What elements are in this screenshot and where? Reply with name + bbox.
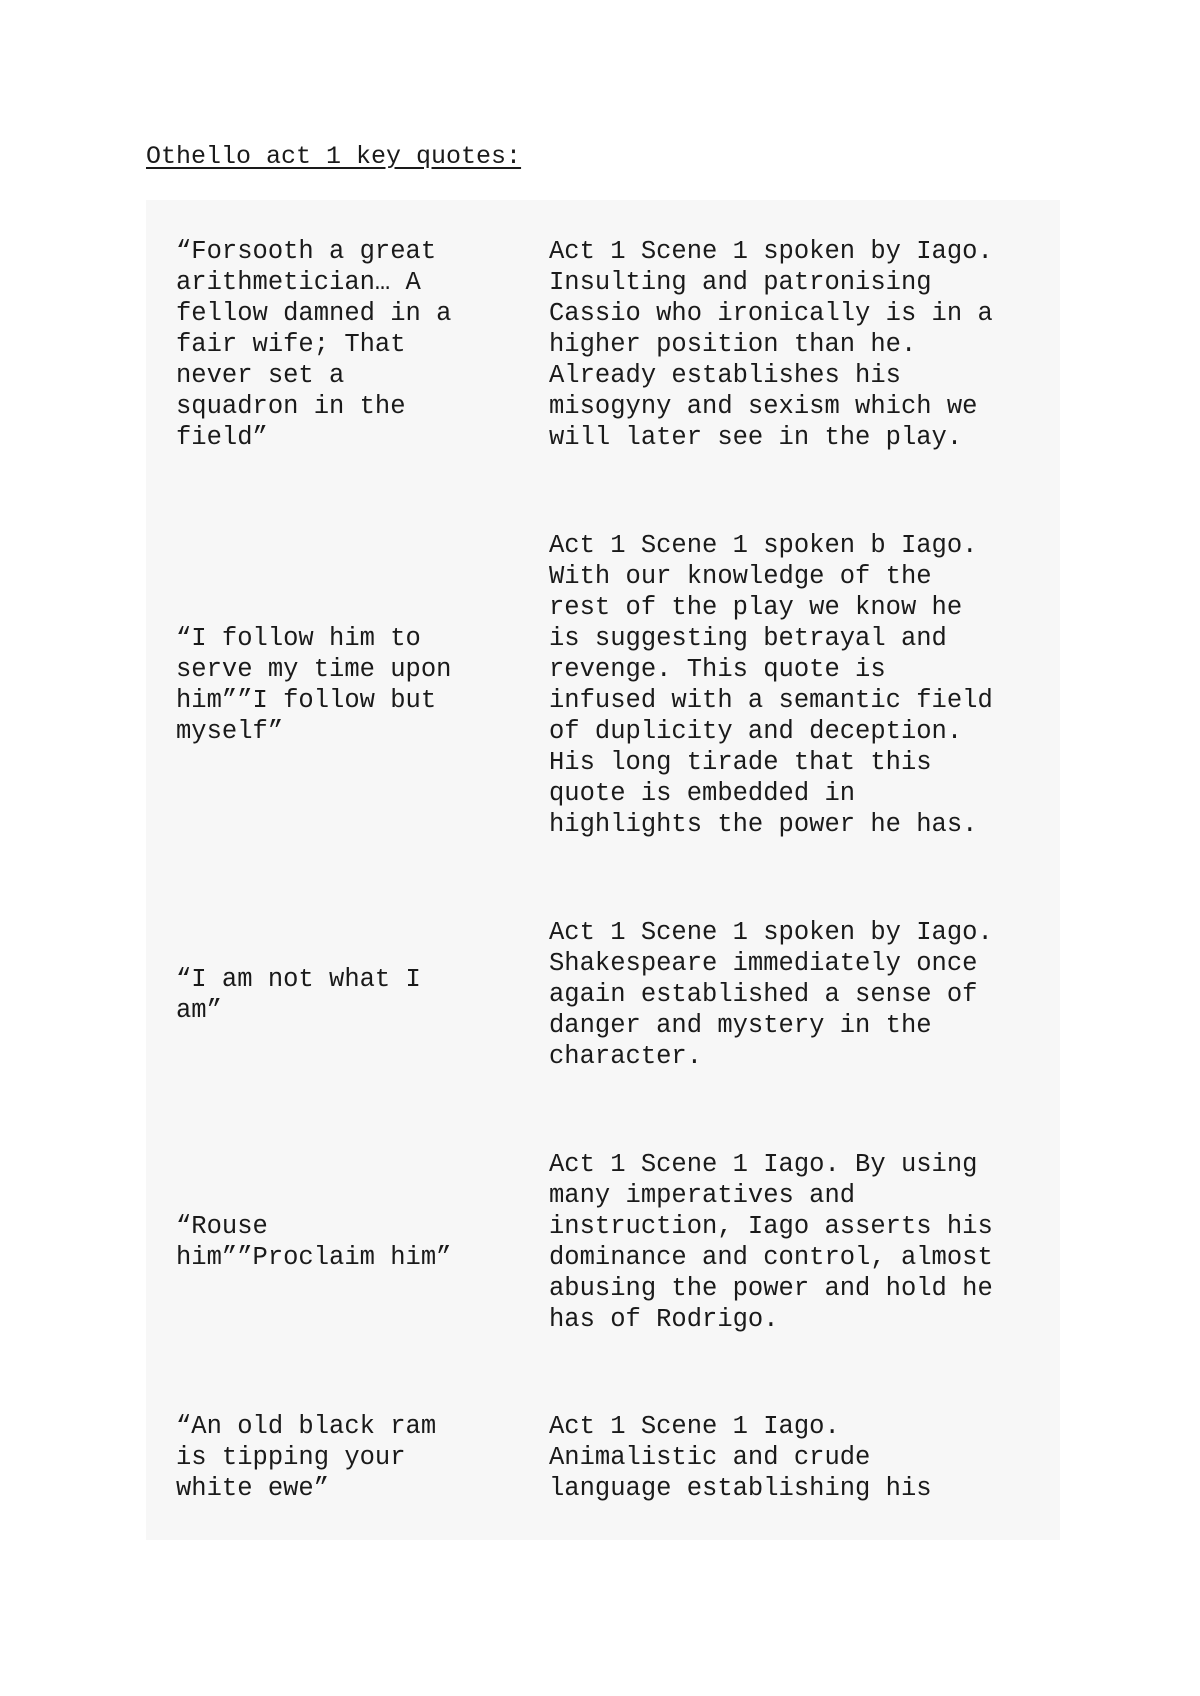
table-row — [146, 1411, 1060, 1504]
table-row — [146, 1149, 1060, 1335]
quote-text: “Rouse him””Proclaim him” — [176, 1212, 452, 1272]
document-title: Othello act 1 key quotes: — [146, 142, 522, 171]
quote-text: “Forsooth a great arithmetician… A fellow damned in a fair wife; That never set a squadron in the field” — [176, 237, 452, 452]
table-row — [146, 236, 1060, 453]
analysis-text: Act 1 Scene 1 spoken b Iago. With our knowledge of the rest of the play we know he is suggesting betrayal and revenge. This quote is infused with a semantic field of duplicity and deception. His long tirade that this quote is embedded in highlights the power he has. — [549, 531, 993, 839]
quote-text: “I am not what I am” — [176, 964, 421, 1025]
analysis-text: Act 1 Scene 1 Iago. By using many imperatives and instruction, Iago asserts his dominance and control, almost abusing the power and hold he has of Rodrigo. — [549, 1150, 993, 1334]
analysis-text: Act 1 Scene 1 spoken by Iago. Shakespeare immediately once again established a sense of danger and mystery in the character. — [549, 918, 993, 1071]
quote-text: “I follow him to serve my time upon him””I follow but myself” — [176, 624, 452, 746]
table-row — [146, 530, 1060, 840]
quotes-table — [146, 200, 1060, 1540]
quote-text: “An old black ram is tipping your white ewe” — [176, 1412, 437, 1503]
analysis-text: Act 1 Scene 1 Iago. Animalistic and crude language establishing his — [549, 1412, 932, 1503]
table-row — [146, 917, 1060, 1072]
analysis-text: Act 1 Scene 1 spoken by Iago. Insulting and patronising Cassio who ironically is in a higher position than he. Already establishes his misogyny and sexism which we will later see in the play. — [549, 237, 993, 452]
